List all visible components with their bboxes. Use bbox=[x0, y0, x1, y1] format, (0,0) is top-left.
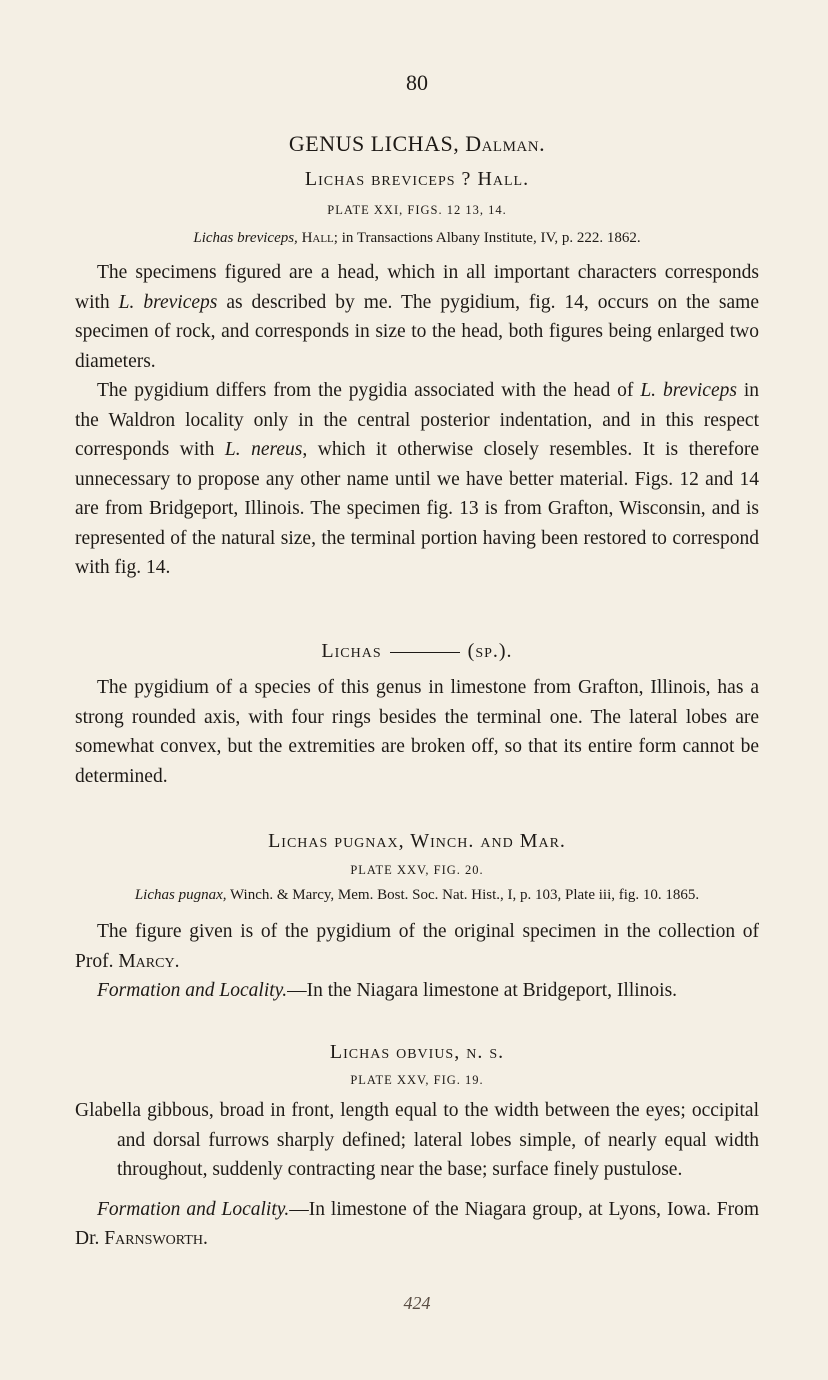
paragraph bbox=[75, 1195, 759, 1254]
person-name: Farnsworth bbox=[104, 1228, 203, 1249]
species-title-breviceps: Lichas breviceps ? Hall. bbox=[304, 168, 530, 190]
text: The specimens figured are a head, which in all important characters corresponds with bbox=[75, 262, 759, 313]
section-pugnax-body bbox=[75, 917, 759, 1006]
text: , which it otherwise closely resembles. It is therefore unnecessary to propose any other name until we have better material. Figs. 12 and 14 are from Bridgeport, Illinois. The specimen fig. 13 is from Grafton, Wisconsin, and is represented of the natural size, the terminal portion having been restored to correspond with fig. 14. bbox=[75, 439, 759, 578]
text: —In the Niagara limestone at Bridgeport, Illinois. bbox=[287, 980, 678, 1001]
text: . bbox=[174, 950, 180, 972]
paragraph bbox=[75, 917, 759, 976]
paragraph bbox=[75, 376, 759, 583]
page-number: 80 bbox=[406, 70, 428, 95]
handwritten-annotation: 424 bbox=[403, 1293, 431, 1313]
paragraph bbox=[75, 258, 759, 376]
species-italic: L. breviceps bbox=[118, 291, 218, 313]
person-name: Marcy bbox=[118, 950, 175, 972]
section-obvius-body bbox=[75, 1096, 759, 1254]
citation-author: Hall bbox=[301, 230, 334, 246]
genus-heading: GENUS LICHAS, Dalman. bbox=[288, 131, 546, 156]
section-breviceps-body bbox=[75, 258, 759, 583]
subheading-italic: Formation and Locality. bbox=[97, 1198, 290, 1220]
plate-reference-obvius: PLATE XXV, FIG. 19. bbox=[350, 1073, 484, 1087]
citation-breviceps bbox=[75, 230, 759, 247]
section-sp-body bbox=[75, 673, 759, 791]
text: . bbox=[202, 1228, 208, 1249]
text: The figure given is of the pygidium of the original specimen in the collection of Prof. bbox=[75, 921, 759, 972]
paragraph: The pygidium of a species of this genus in limestone from Grafton, Illinois, has a strong rounded axis, with four rings besides the terminal one. The lateral lobes are somewhat convex, but the extremities are broken off, so that its entire form cannot be determined. bbox=[75, 677, 759, 787]
plate-reference-pugnax: PLATE XXV, FIG. 20. bbox=[350, 863, 484, 877]
species-italic: L. breviceps bbox=[640, 380, 737, 401]
species-title-pugnax: Lichas pugnax, Winch. and Mar. bbox=[268, 830, 566, 852]
text: —In limestone of the Niagara group, at Lyons, Iowa. From Dr. bbox=[75, 1198, 759, 1249]
citation-name: Lichas breviceps, bbox=[193, 230, 298, 246]
title-genus: Lichas bbox=[321, 640, 382, 662]
text: as described by me. The pygidium, fig. 14, occurs on the same specimen of rock, and corresponds in size to the head, both figures being enlarged two diameters. bbox=[75, 291, 759, 372]
species-title-sp bbox=[75, 640, 759, 663]
species-italic: L. nereus bbox=[224, 439, 303, 460]
text: The pygidium differs from the pygidia associated with the head of bbox=[97, 380, 641, 401]
paragraph: Glabella gibbous, broad in front, length equal to the width between the eyes; occipital and dorsal furrows sharply defined; lateral lobes simple, of nearly equal width throughout, suddenly contracting near the base; surface finely pustulose. bbox=[75, 1100, 759, 1180]
citation-rest: Winch. & Marcy, Mem. Bost. Soc. Nat. Hist., I, p. 103, Plate iii, fig. 10. 1865. bbox=[226, 887, 700, 903]
citation-rest: ; in Transactions Albany Institute, IV, p. 222. 1862. bbox=[333, 230, 641, 246]
species-title-obvius: Lichas obvius, n. s. bbox=[329, 1041, 505, 1063]
citation-name: Lichas pugnax, bbox=[134, 887, 227, 903]
citation-pugnax bbox=[75, 887, 759, 904]
plate-reference-breviceps: PLATE XXI, FIGS. 12 13, 14. bbox=[327, 203, 507, 217]
subheading-italic: Formation and Locality. bbox=[97, 980, 288, 1001]
text: in the Waldron locality only in the central posterior indentation, and in this respect corresponds with bbox=[75, 380, 759, 460]
title-sp: (sp.). bbox=[467, 640, 513, 662]
paragraph bbox=[75, 976, 759, 1006]
blank-dash bbox=[390, 652, 460, 653]
